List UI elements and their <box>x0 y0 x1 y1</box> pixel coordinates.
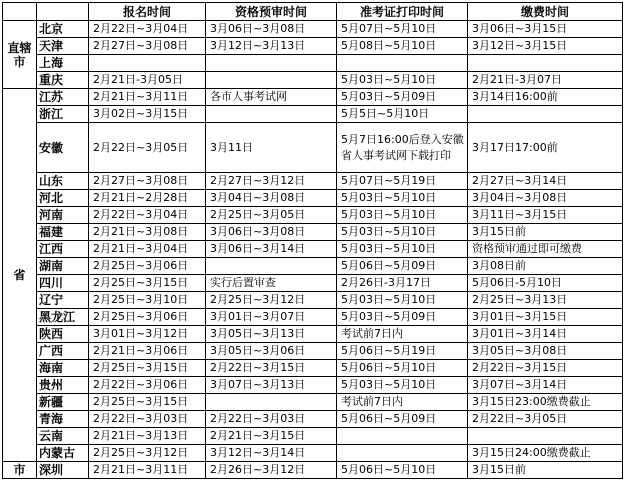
prequalification-cell <box>206 394 337 411</box>
header-prequalification: 资格预审时间 <box>206 3 337 21</box>
table-row <box>3 428 623 445</box>
fee-cell: 2月21日-3月07日 <box>468 72 623 89</box>
table-row <box>3 72 623 89</box>
registration-cell: 2月27日~3月08日 <box>89 173 206 190</box>
province-cell: 河南 <box>37 207 89 224</box>
admission-print-cell: 5月03日~5月10日 <box>337 190 468 207</box>
registration-cell: 2月27日~3月08日 <box>89 38 206 55</box>
province-cell: 海南 <box>37 360 89 377</box>
prequalification-cell: 2月26日~3月12日 <box>206 462 337 479</box>
table-row <box>3 106 623 123</box>
table-row <box>3 190 623 207</box>
registration-cell: 2月21日~3月06日 <box>89 343 206 360</box>
fee-cell: 3月04日~3月08日 <box>468 190 623 207</box>
province-cell: 湖南 <box>37 258 89 275</box>
prequalification-cell: 3月12日~3月13日 <box>206 38 337 55</box>
prequalification-cell <box>206 72 337 89</box>
province-cell: 新疆 <box>37 394 89 411</box>
prequalification-cell: 3月01日~3月07日 <box>206 309 337 326</box>
exam-schedule-table <box>2 2 623 479</box>
province-cell: 江苏 <box>37 89 89 106</box>
registration-cell: 2月21日~3月11日 <box>89 89 206 106</box>
registration-cell: 2月22日~3月03日 <box>89 411 206 428</box>
admission-print-cell: 5月03日~5月10日 <box>337 224 468 241</box>
registration-cell: 2月25日~3月15日 <box>89 275 206 292</box>
table-row <box>3 258 623 275</box>
prequalification-cell: 3月04日~3月08日 <box>206 190 337 207</box>
table-row <box>3 394 623 411</box>
prequalification-cell: 3月07日~3月13日 <box>206 377 337 394</box>
prequalification-cell: 2月22日~3月15日 <box>206 360 337 377</box>
table-row <box>3 462 623 479</box>
group-label: 直辖市 <box>3 21 37 89</box>
province-cell: 河北 <box>37 190 89 207</box>
admission-print-cell: 5月7日16:00后登入安徽省人事考试网下载打印 <box>337 123 468 173</box>
prequalification-cell: 2月22日~3月03日 <box>206 411 337 428</box>
registration-cell: 2月21日~3月08日 <box>89 224 206 241</box>
admission-print-cell: 5月03日~5月10日 <box>337 207 468 224</box>
province-cell: 广西 <box>37 343 89 360</box>
table-row <box>3 445 623 462</box>
group-label: 省 <box>3 89 37 462</box>
province-cell: 安徽 <box>37 123 89 173</box>
admission-print-cell: 2月26日-3月17日 <box>337 275 468 292</box>
prequalification-cell: 3月06日~3月14日 <box>206 241 337 258</box>
admission-print-cell: 5月03日~5月09日 <box>337 89 468 106</box>
province-cell: 辽宁 <box>37 292 89 309</box>
admission-print-cell: 5月03日~5月10日 <box>337 241 468 258</box>
admission-print-cell: 5月06日~5月10日 <box>337 360 468 377</box>
header-group <box>3 3 37 21</box>
registration-cell: 2月21日~3月04日 <box>89 241 206 258</box>
province-cell: 陕西 <box>37 326 89 343</box>
prequalification-cell: 3月06日~3月08日 <box>206 224 337 241</box>
admission-print-cell: 5月06日~5月10日 <box>337 462 468 479</box>
fee-cell: 3月08日前 <box>468 258 623 275</box>
table-row <box>3 377 623 394</box>
table-row <box>3 275 623 292</box>
admission-print-cell: 5月06日~5月19日 <box>337 343 468 360</box>
prequalification-cell: 2月25日~3月05日 <box>206 207 337 224</box>
fee-cell <box>468 106 623 123</box>
table-row <box>3 411 623 428</box>
fee-cell: 3月14日16:00前 <box>468 89 623 106</box>
fee-cell: 3月11日~3月15日 <box>468 207 623 224</box>
admission-print-cell: 考试前7日内 <box>337 326 468 343</box>
fee-cell: 2月22日~3月05日 <box>468 411 623 428</box>
fee-cell: 3月15日24:00缴费截止 <box>468 445 623 462</box>
table-row <box>3 38 623 55</box>
table-row <box>3 343 623 360</box>
fee-cell: 3月07日~3月14日 <box>468 377 623 394</box>
fee-cell: 3月05日~3月08日 <box>468 343 623 360</box>
table-row <box>3 21 623 38</box>
group-label: 市 <box>3 462 37 479</box>
registration-cell: 2月21日~2月28日 <box>89 190 206 207</box>
registration-cell: 2月21日~3月11日 <box>89 462 206 479</box>
fee-cell: 3月01日~3月15日 <box>468 309 623 326</box>
table-row <box>3 326 623 343</box>
prequalification-cell: 2月25日~3月12日 <box>206 292 337 309</box>
province-cell: 北京 <box>37 21 89 38</box>
table-row <box>3 55 623 72</box>
table-row <box>3 207 623 224</box>
admission-print-cell: 5月07日~5月19日 <box>337 173 468 190</box>
province-cell: 云南 <box>37 428 89 445</box>
registration-cell <box>89 55 206 72</box>
header-province <box>37 3 89 21</box>
admission-print-cell: 5月03日~5月09日 <box>337 309 468 326</box>
fee-cell: 3月17日17:00前 <box>468 123 623 173</box>
prequalification-cell: 3月11日 <box>206 123 337 173</box>
header-registration: 报名时间 <box>89 3 206 21</box>
prequalification-cell <box>206 258 337 275</box>
prequalification-cell: 2月27日~3月12日 <box>206 173 337 190</box>
fee-cell: 资格预审通过即可缴费 <box>468 241 623 258</box>
registration-cell: 2月25日~3月15日 <box>89 394 206 411</box>
province-cell: 青海 <box>37 411 89 428</box>
admission-print-cell <box>337 428 468 445</box>
prequalification-cell: 各市人事考试网 <box>206 89 337 106</box>
prequalification-cell: 实行后置审查 <box>206 275 337 292</box>
province-cell: 内蒙古 <box>37 445 89 462</box>
fee-cell: 3月15日前 <box>468 462 623 479</box>
admission-print-cell: 5月5日~5月10日 <box>337 106 468 123</box>
registration-cell: 2月25日~3月06日 <box>89 258 206 275</box>
registration-cell: 2月25日~3月06日 <box>89 309 206 326</box>
registration-cell: 2月22日~3月04日 <box>89 207 206 224</box>
fee-cell: 3月12日~3月15日 <box>468 38 623 55</box>
prequalification-cell: 3月05日~3月06日 <box>206 343 337 360</box>
admission-print-cell: 5月07日~5月10日 <box>337 21 468 38</box>
fee-cell: 3月15日23:00缴费截止 <box>468 394 623 411</box>
admission-print-cell <box>337 445 468 462</box>
province-cell: 黑龙江 <box>37 309 89 326</box>
header-row <box>3 3 623 21</box>
admission-print-cell: 考试前7日内 <box>337 394 468 411</box>
fee-cell: 3月01日~3月14日 <box>468 326 623 343</box>
province-cell: 深圳 <box>37 462 89 479</box>
province-cell: 贵州 <box>37 377 89 394</box>
table-body <box>3 21 623 479</box>
prequalification-cell: 3月12日~3月14日 <box>206 445 337 462</box>
table-row <box>3 173 623 190</box>
fee-cell: 2月22日~3月15日 <box>468 360 623 377</box>
table-row <box>3 241 623 258</box>
header-admission-print: 准考证打印时间 <box>337 3 468 21</box>
province-cell: 天津 <box>37 38 89 55</box>
prequalification-cell <box>206 55 337 72</box>
province-cell: 浙江 <box>37 106 89 123</box>
admission-print-cell: 5月08日~5月10日 <box>337 38 468 55</box>
registration-cell: 3月02日~3月15日 <box>89 106 206 123</box>
table-row <box>3 360 623 377</box>
registration-cell: 2月22日~3月06日 <box>89 377 206 394</box>
prequalification-cell: 2月21日~3月15日 <box>206 428 337 445</box>
table-row <box>3 89 623 106</box>
table-row <box>3 123 623 173</box>
fee-cell <box>468 428 623 445</box>
admission-print-cell <box>337 55 468 72</box>
fee-cell: 5月06日-5月10日 <box>468 275 623 292</box>
prequalification-cell: 3月05日~3月13日 <box>206 326 337 343</box>
registration-cell: 2月21日-3月05日 <box>89 72 206 89</box>
fee-cell: 2月27日~3月14日 <box>468 173 623 190</box>
admission-print-cell: 5月03日~5月10日 <box>337 377 468 394</box>
prequalification-cell <box>206 106 337 123</box>
admission-print-cell: 5月06日~5月09日 <box>337 258 468 275</box>
fee-cell: 2月25日~3月13日 <box>468 292 623 309</box>
admission-print-cell: 5月03日~5月10日 <box>337 292 468 309</box>
table-row <box>3 309 623 326</box>
registration-cell: 2月25日~3月15日 <box>89 360 206 377</box>
fee-cell: 3月06日~3月15日 <box>468 21 623 38</box>
province-cell: 福建 <box>37 224 89 241</box>
table-row <box>3 224 623 241</box>
province-cell: 上海 <box>37 55 89 72</box>
admission-print-cell: 5月06日~5月09日 <box>337 411 468 428</box>
registration-cell: 2月25日~3月10日 <box>89 292 206 309</box>
table-row <box>3 292 623 309</box>
registration-cell: 2月22日~3月05日 <box>89 123 206 173</box>
fee-cell: 3月15日前 <box>468 224 623 241</box>
registration-cell: 2月25日~3月12日 <box>89 445 206 462</box>
prequalification-cell: 3月06日~3月08日 <box>206 21 337 38</box>
province-cell: 山东 <box>37 173 89 190</box>
header-fee: 缴费时间 <box>468 3 623 21</box>
fee-cell <box>468 55 623 72</box>
admission-print-cell: 5月03日~5月10日 <box>337 72 468 89</box>
province-cell: 江西 <box>37 241 89 258</box>
province-cell: 重庆 <box>37 72 89 89</box>
province-cell: 四川 <box>37 275 89 292</box>
registration-cell: 2月22日~3月04日 <box>89 21 206 38</box>
registration-cell: 2月21日~3月13日 <box>89 428 206 445</box>
registration-cell: 3月01日~3月12日 <box>89 326 206 343</box>
